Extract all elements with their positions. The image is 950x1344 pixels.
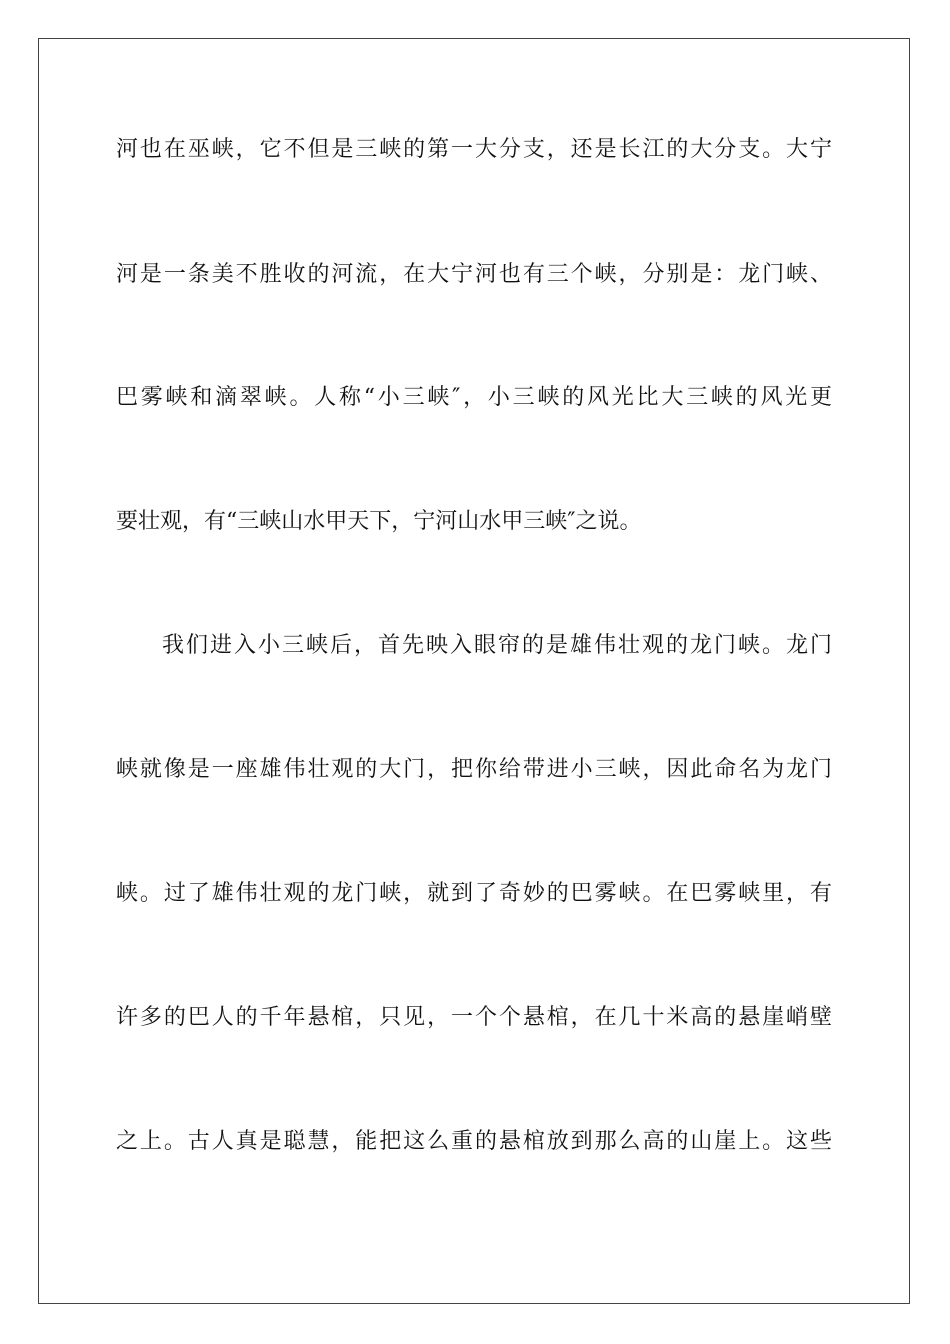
page-border	[38, 38, 910, 1304]
paragraph-2-line-1: 我们进入小三峡后，首先映入眼帘的是雄伟壮观的龙门峡。龙门	[162, 633, 832, 658]
paragraph-1-line-1: 河也在巫峡，它不但是三峡的第一大分支，还是长江的大分支。大宁	[116, 137, 832, 162]
paragraph-2-line-3: 峡。过了雄伟壮观的龙门峡，就到了奇妙的巴雾峡。在巴雾峡里，有	[116, 881, 832, 906]
paragraph-2-line-5: 之上。古人真是聪慧，能把这么重的悬棺放到那么高的山崖上。这些	[116, 1129, 832, 1154]
paragraph-1-line-4: 要壮观，有“三峡山水甲天下，宁河山水甲三峡″之说。	[116, 509, 642, 534]
paragraph-1-line-2: 河是一条美不胜收的河流，在大宁河也有三个峡，分别是：龙门峡、	[116, 262, 832, 287]
paragraph-2-line-4: 许多的巴人的千年悬棺，只见，一个个悬棺，在几十米高的悬崖峭壁	[116, 1005, 832, 1030]
paragraph-1-line-3: 巴雾峡和滴翠峡。人称“小三峡″，小三峡的风光比大三峡的风光更	[116, 385, 832, 410]
paragraph-2-line-2: 峡就像是一座雄伟壮观的大门，把你给带进小三峡，因此命名为龙门	[116, 757, 832, 782]
